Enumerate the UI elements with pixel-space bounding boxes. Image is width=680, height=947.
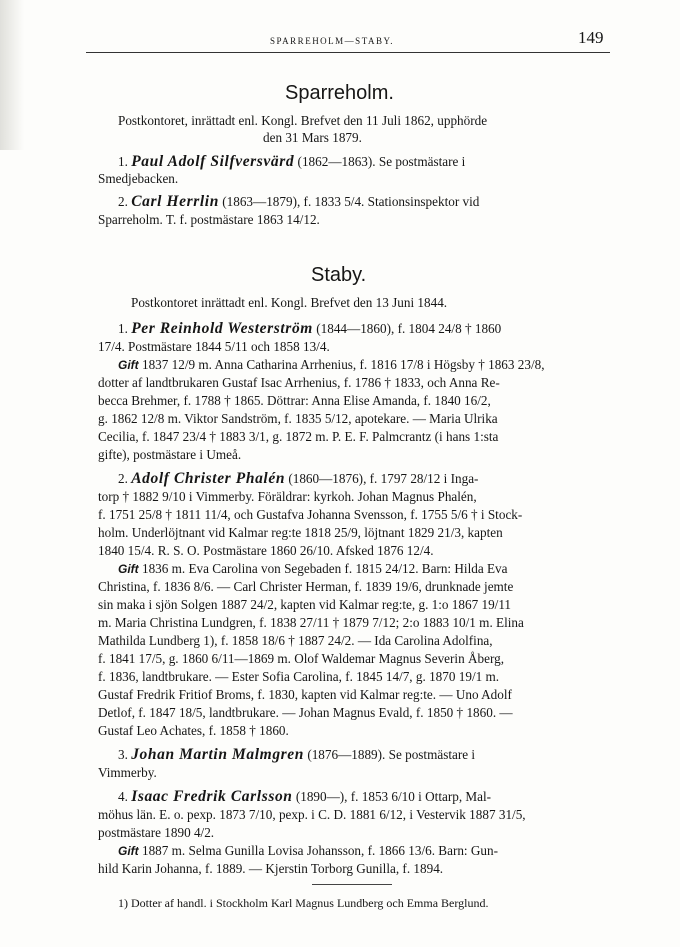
staby-entry-2-line-6 [118, 560, 638, 578]
footnote: 1) Dotter af handl. i Stockholm Karl Magnus Lundberg och Emma Berglund. [118, 896, 489, 910]
entry-text: (1860—1876), f. 1797 28/12 i Inga- [288, 471, 479, 486]
staby-entry-4-line-4 [118, 842, 638, 860]
staby-entry-2-line-12: f. 1836, landtbrukare. — Ester Sofia Carolina, f. 1845 14/7, g. 1870 19/1 m. [98, 669, 500, 684]
staby-entry-1-line-3 [118, 356, 638, 374]
gift-label: Gift [118, 844, 139, 858]
staby-entry-4-line-5: hild Karin Johanna, f. 1889. — Kjerstin Torborg Gunilla, f. 1894. [98, 861, 444, 876]
entry-name: Carl Herrlin [131, 193, 219, 210]
staby-entry-1-line-7: Cecilia, f. 1847 23/4 † 1883 3/1, g. 1872 m. P. E. F. Palmcrantz (i hans 1:sta [98, 429, 499, 444]
running-head: SPARREHOLM—STABY. [270, 36, 395, 46]
entry-number: 2. [118, 471, 128, 486]
staby-entry-1 [118, 320, 638, 337]
entry-name: Isaac Fredrik Carlsson [131, 788, 293, 805]
staby-entry-2-line-10: Mathilda Lundberg 1), f. 1858 18/6 † 1887 24/2. — Ida Carolina Adolfina, [98, 633, 493, 648]
entry-text: (1890—), f. 1853 6/10 i Ottarp, Mal- [295, 789, 492, 804]
entry-name: Per Reinhold Westerström [131, 320, 313, 337]
section-title-sparreholm: Sparreholm. [285, 82, 394, 104]
staby-entry-2-line-5: 1840 15/4. R. S. O. Postmästare 1860 26/10. Afsked 1876 12/4. [98, 543, 434, 558]
staby-entry-3-line-2: Vimmerby. [98, 765, 157, 780]
staby-entry-2 [118, 470, 638, 487]
staby-entry-2-line-11: f. 1841 17/5, g. 1860 6/11—1869 m. Olof Waldemar Magnus Severin Åberg, [98, 651, 504, 666]
entry-number: 1. [118, 154, 128, 169]
scan-edge-shadow [0, 0, 24, 150]
entry-name: Johan Martin Malmgren [131, 746, 305, 763]
entry-text: (1863—1879), f. 1833 5/4. Stationsinspektor vid [222, 194, 480, 209]
sparreholm-entry-2 [118, 193, 638, 210]
staby-entry-2-line-15: Gustaf Leo Achates, f. 1858 † 1860. [98, 723, 289, 738]
staby-entry-2-line-8: sin maka i sjön Solgen 1887 24/2, kapten vid Kalmar reg:te, g. 1:o 1867 19/11 [98, 597, 512, 612]
gift-label: Gift [118, 358, 139, 372]
gift-label: Gift [118, 562, 139, 576]
staby-entry-1-line-6: g. 1862 12/8 m. Viktor Sandström, f. 1835 5/12, apotekare. — Maria Ulrika [98, 411, 498, 426]
entry-number: 1. [118, 321, 128, 336]
staby-entry-4-line-3: postmästare 1890 4/2. [98, 825, 215, 840]
staby-entry-2-line-14: Detlof, f. 1847 18/5, landtbrukare. — Johan Magnus Evald, f. 1850 † 1860. — [98, 705, 513, 720]
staby-entry-2-line-4: holm. Underlöjtnant vid Kalmar reg:te 1818 25/9, löjtnant 1829 21/3, kapten [98, 525, 503, 540]
sparreholm-intro-line-2: den 31 Mars 1879. [263, 130, 362, 145]
section-title-staby: Staby. [311, 264, 367, 286]
entry-number: 4. [118, 789, 128, 804]
staby-entry-2-line-2: torp † 1882 9/10 i Vimmerby. Föräldrar: kyrkoh. Johan Magnus Phalén, [98, 489, 477, 504]
staby-entry-4 [118, 788, 638, 805]
staby-entry-2-line-7: Christina, f. 1836 8/6. — Carl Christer Herman, f. 1839 19/6, drunknade jemte [98, 579, 514, 594]
staby-entry-1-line-4: dotter af landtbrukaren Gustaf Isac Arrhenius, f. 1786 † 1833, och Anna Re- [98, 375, 500, 390]
entry-name: Paul Adolf Silfversvärd [131, 153, 295, 170]
staby-entry-1-line-8: gifte), postmästare i Umeå. [98, 447, 242, 462]
staby-entry-2-line-13: Gustaf Fredrik Fritiof Broms, f. 1830, kapten vid Kalmar reg:te. — Uno Adolf [98, 687, 512, 702]
entry-text: (1876—1889). Se postmästare i [307, 747, 476, 762]
footnote-rule [312, 884, 392, 885]
sparreholm-entry-1-line-2: Smedjebacken. [98, 171, 179, 186]
entry-text: (1862—1863). Se postmästare i [297, 154, 466, 169]
entry-text: 1836 m. Eva Carolina von Segebaden f. 1815 24/12. Barn: Hilda Eva [141, 561, 508, 576]
page-number: 149 [578, 28, 604, 47]
staby-entry-2-line-9: m. Maria Christina Lundgren, f. 1838 27/11 † 1879 7/12; 2:o 1883 10/1 m. Elina [98, 615, 524, 630]
entry-text: 1837 12/9 m. Anna Catharina Arrhenius, f. 1816 17/8 i Högsby † 1863 23/8, [141, 357, 545, 372]
staby-entry-1-line-2: 17/4. Postmästare 1844 5/11 och 1858 13/4. [98, 339, 330, 354]
staby-entry-2-line-3: f. 1751 25/8 † 1811 11/4, och Gustafva Johanna Svensson, f. 1755 5/6 † i Stock- [98, 507, 523, 522]
entry-number: 2. [118, 194, 128, 209]
entry-number: 3. [118, 747, 128, 762]
staby-entry-1-line-5: becca Brehmer, f. 1788 † 1865. Döttrar: Anna Elise Amanda, f. 1840 16/2, [98, 393, 491, 408]
staby-intro: Postkontoret inrättadt enl. Kongl. Brefvet den 13 Juni 1844. [131, 295, 448, 310]
entry-name: Adolf Christer Phalén [131, 470, 286, 487]
sparreholm-intro-line-1: Postkontoret, inrättadt enl. Kongl. Brefvet den 11 Juli 1862, upphörde [118, 113, 488, 128]
header-rule [86, 52, 610, 53]
staby-entry-4-line-2: möhus län. E. o. pexp. 1873 7/10, pexp. i C. D. 1881 6/12, i Vestervik 1887 31/5, [98, 807, 526, 822]
entry-text: (1844—1860), f. 1804 24/8 † 1860 [316, 321, 502, 336]
staby-entry-3 [118, 746, 638, 763]
sparreholm-entry-2-line-2: Sparreholm. T. f. postmästare 1863 14/12. [98, 212, 320, 227]
sparreholm-entry-1 [118, 153, 638, 170]
entry-text: 1887 m. Selma Gunilla Lovisa Johansson, f. 1866 13/6. Barn: Gun- [141, 843, 498, 858]
